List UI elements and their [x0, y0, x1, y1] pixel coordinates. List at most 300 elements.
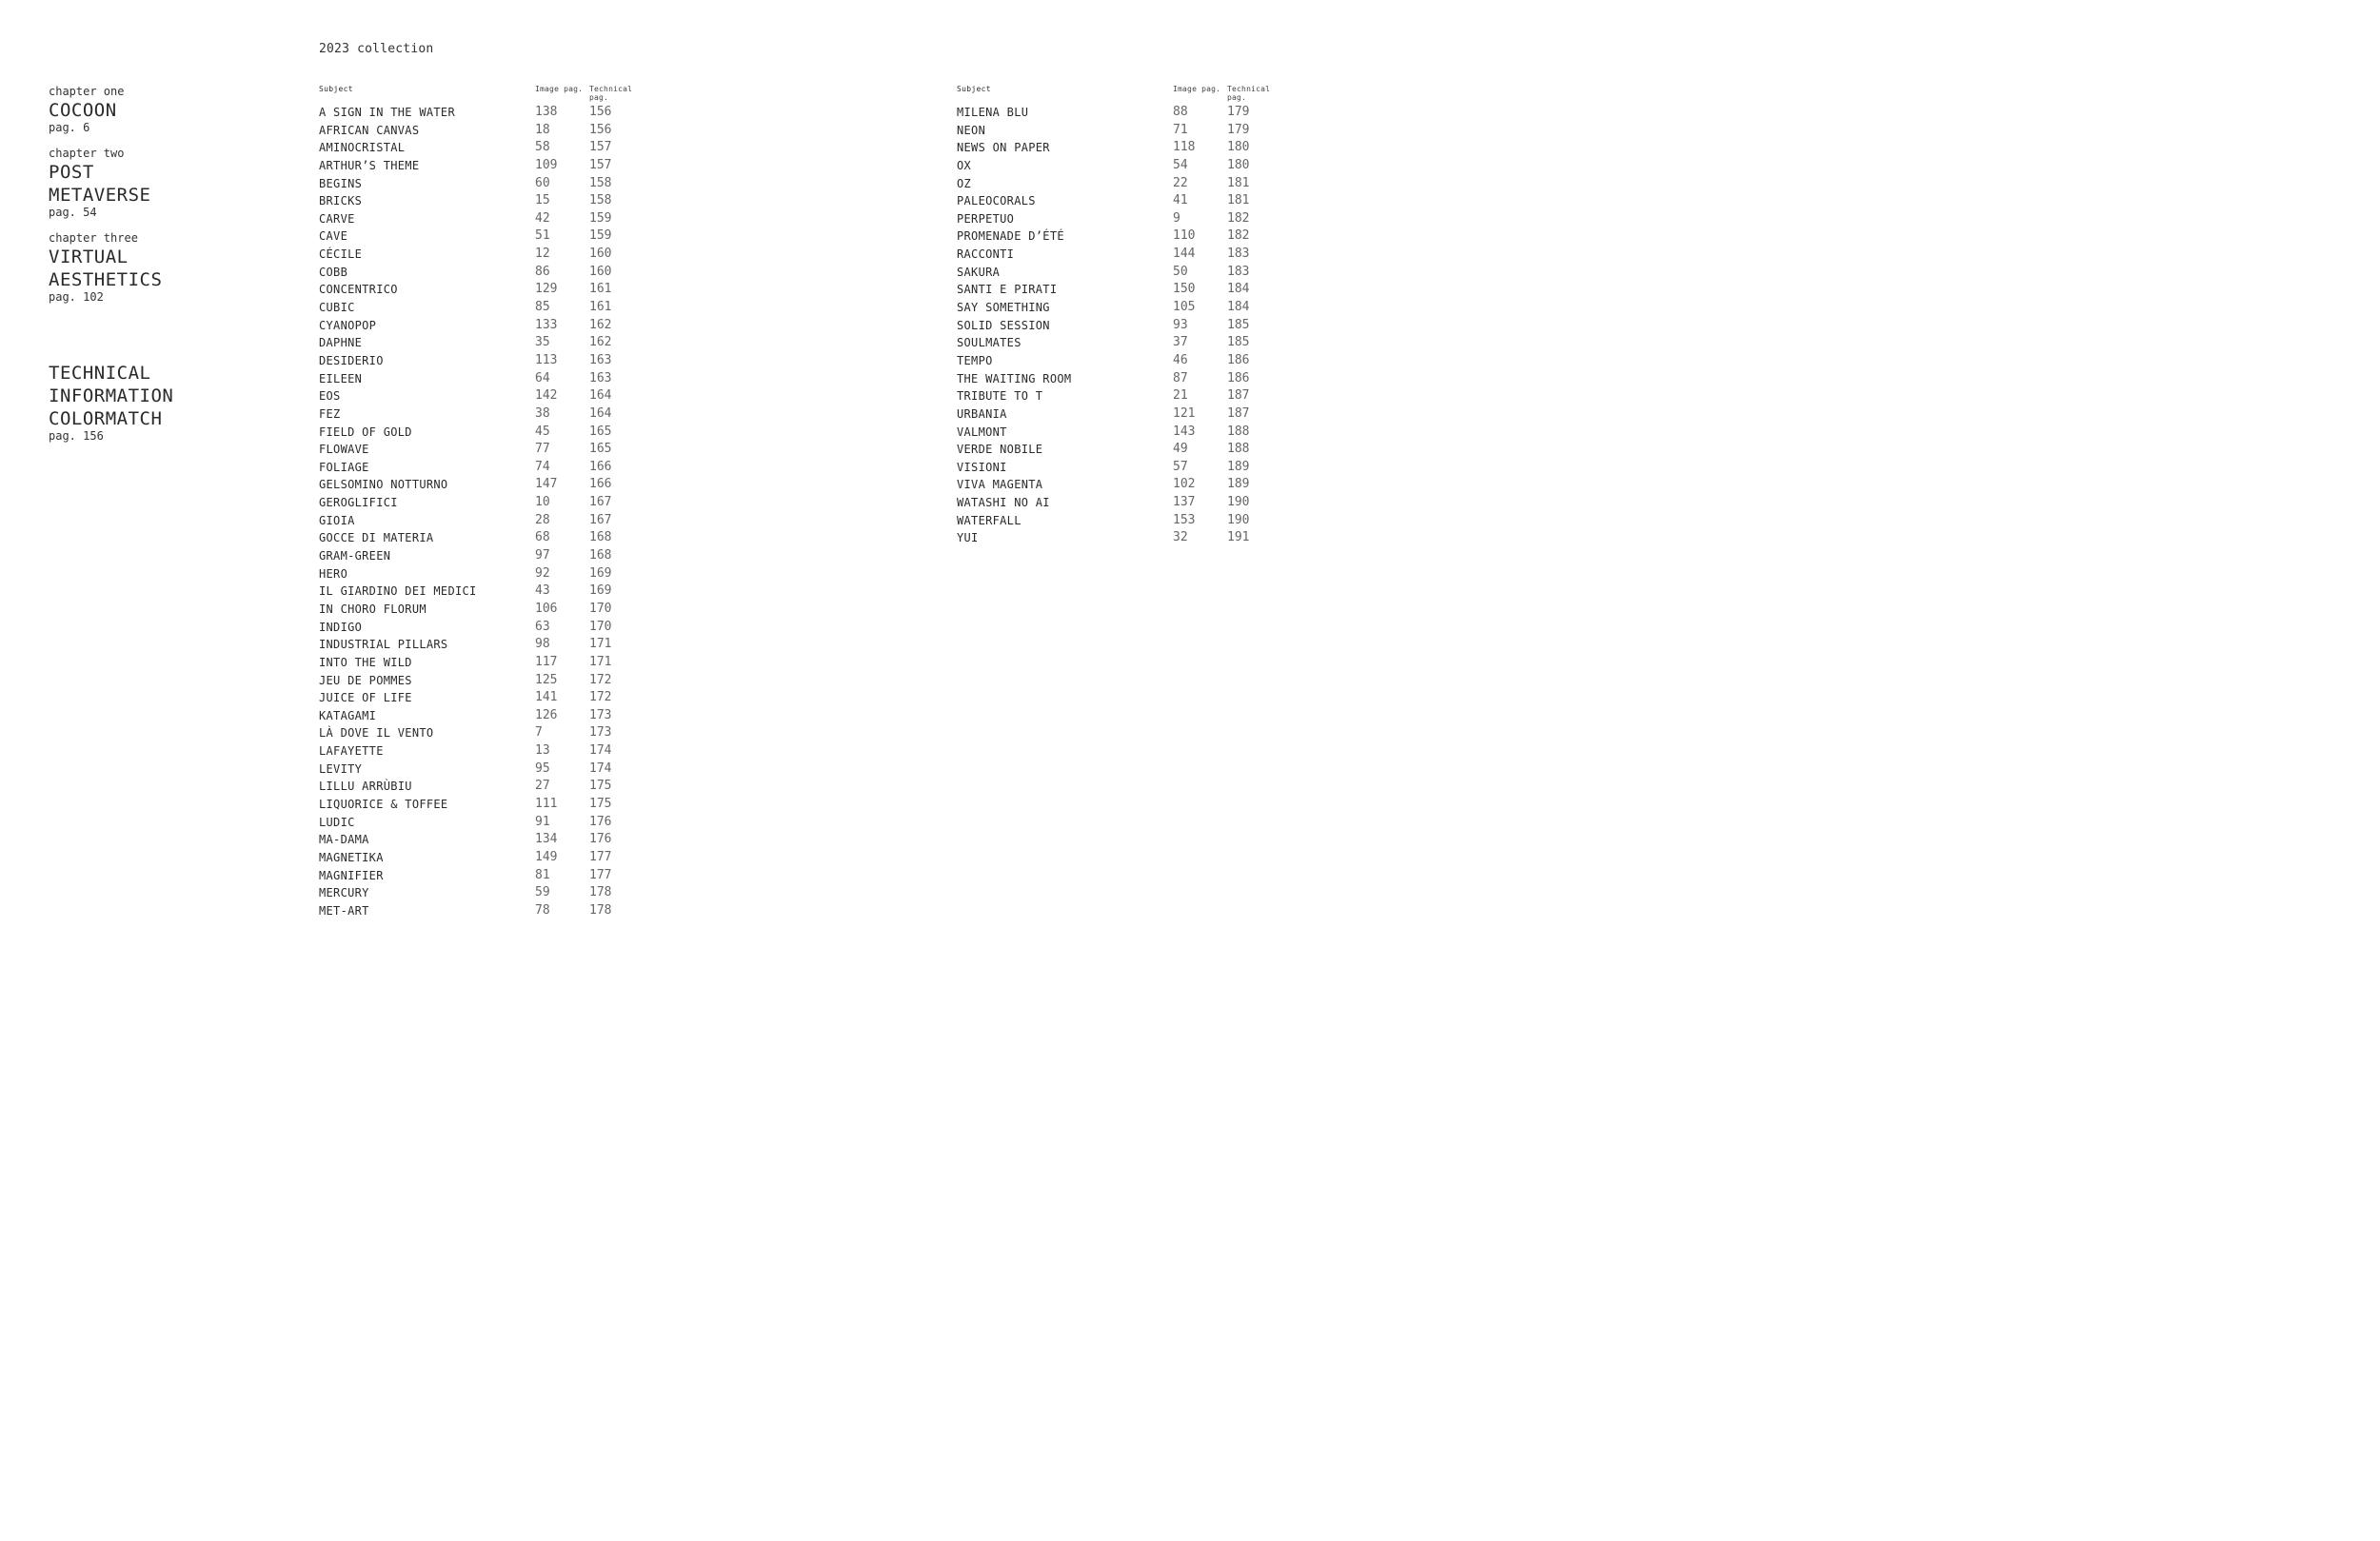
index-rows-left	[319, 104, 656, 919]
technical-page-number: 189	[1227, 459, 1250, 474]
subject-name: LEVITY	[319, 761, 363, 776]
subject-name: JUICE OF LIFE	[319, 691, 412, 705]
subject-name: THE WAITING ROOM	[957, 371, 1072, 385]
header-subject: Subject	[319, 85, 353, 93]
subject-name: INDIGO	[319, 620, 363, 634]
index-row[interactable]	[957, 512, 1294, 530]
image-page-number: 10	[535, 495, 550, 510]
subject-name: GELSOMINO NOTTURNO	[319, 478, 448, 492]
header-image-page: Image pag.	[1173, 85, 1221, 93]
index-row[interactable]	[319, 742, 656, 761]
technical-page-number: 173	[589, 725, 612, 741]
technical-page-number: 185	[1227, 335, 1250, 350]
subject-name: COBB	[319, 265, 348, 279]
index-row[interactable]	[957, 405, 1294, 424]
index-row[interactable]	[319, 157, 656, 175]
chapter-label: chapter one	[49, 85, 125, 98]
chapter-label: chapter three	[49, 231, 138, 245]
index-row[interactable]	[319, 636, 656, 654]
subject-name: PROMENADE D’ÉTÉ	[957, 229, 1064, 244]
subject-name: CARVE	[319, 211, 355, 226]
technical-page-number: 165	[589, 424, 612, 439]
image-page-number: 98	[535, 637, 550, 652]
technical-page-number: 184	[1227, 282, 1250, 297]
index-header	[957, 85, 1294, 104]
index-row[interactable]	[319, 104, 656, 122]
index-row[interactable]	[957, 157, 1294, 175]
technical-section-page: pag. 156	[49, 429, 104, 443]
image-page-number: 91	[535, 814, 550, 829]
index-row[interactable]	[957, 281, 1294, 299]
index-row[interactable]	[957, 246, 1294, 264]
image-page-number: 32	[1173, 530, 1188, 545]
chapter-name: POST METAVERSE	[49, 162, 151, 206]
image-page-number: 85	[535, 300, 550, 315]
technical-page-number: 161	[589, 282, 612, 297]
index-row[interactable]	[319, 884, 656, 902]
header-subject: Subject	[957, 85, 991, 93]
technical-page-number: 189	[1227, 477, 1250, 492]
chapter-page-number: pag. 102	[49, 290, 104, 304]
subject-name: VERDE NOBILE	[957, 443, 1043, 457]
subject-name: LAFAYETTE	[319, 744, 384, 759]
index-row[interactable]	[319, 761, 656, 779]
subject-name: EOS	[319, 389, 341, 404]
subject-name: WATASHI NO AI	[957, 496, 1050, 510]
index-row[interactable]	[957, 387, 1294, 405]
index-row[interactable]	[319, 299, 656, 317]
image-page-number: 28	[535, 512, 550, 527]
subject-name: FOLIAGE	[319, 460, 369, 474]
technical-section-title: TECHNICAL INFORMATION COLORMATCH	[49, 363, 174, 429]
image-page-number: 21	[1173, 388, 1188, 404]
chapter-navigation	[49, 84, 277, 315]
image-page-number: 153	[1173, 512, 1196, 527]
image-page-number: 49	[1173, 442, 1188, 457]
image-page-number: 142	[535, 388, 558, 404]
subject-name: HERO	[319, 566, 348, 581]
subject-name: IN CHORO FLORUM	[319, 602, 426, 616]
image-page-number: 81	[535, 867, 550, 882]
subject-name: A SIGN IN THE WATER	[319, 106, 455, 119]
index-row[interactable]	[319, 814, 656, 832]
image-page-number: 18	[535, 122, 550, 137]
index-row[interactable]	[319, 122, 656, 140]
header-technical-page: Technical pag.	[589, 85, 633, 102]
subject-name: CAVE	[319, 229, 348, 244]
image-page-number: 117	[535, 654, 558, 669]
technical-page-number: 171	[589, 637, 612, 652]
subject-name: RACCONTI	[957, 247, 1015, 262]
index-row[interactable]	[319, 424, 656, 442]
image-page-number: 43	[535, 583, 550, 599]
index-row[interactable]	[319, 264, 656, 282]
technical-page-number: 183	[1227, 247, 1250, 262]
index-row[interactable]	[319, 281, 656, 299]
index-row[interactable]	[319, 724, 656, 742]
subject-name: IL GIARDINO DEI MEDICI	[319, 584, 477, 599]
technical-page-number: 169	[589, 565, 612, 581]
index-row[interactable]	[319, 672, 656, 690]
image-page-number: 64	[535, 370, 550, 385]
index-row[interactable]	[957, 175, 1294, 193]
technical-page-number: 167	[589, 495, 612, 510]
technical-page-number: 160	[589, 264, 612, 279]
chapter-three[interactable]	[49, 230, 277, 304]
technical-page-number: 186	[1227, 352, 1250, 367]
technical-page-number: 164	[589, 388, 612, 404]
image-page-number: 9	[1173, 210, 1180, 226]
subject-name: MET-ART	[319, 903, 369, 918]
subject-name: SANTI E PIRATI	[957, 283, 1058, 297]
index-row[interactable]	[319, 370, 656, 388]
technical-page-number: 176	[589, 814, 612, 829]
subject-name: TRIBUTE TO T	[957, 389, 1043, 404]
index-row[interactable]	[319, 317, 656, 335]
subject-name: VISIONI	[957, 460, 1007, 474]
subject-name: DESIDERIO	[319, 353, 384, 367]
image-page-number: 77	[535, 442, 550, 457]
subject-name: LUDIC	[319, 815, 355, 829]
subject-name: CONCENTRICO	[319, 283, 398, 297]
technical-page-number: 178	[589, 885, 612, 900]
subject-name: INTO THE WILD	[319, 655, 412, 669]
technical-page-number: 182	[1227, 228, 1250, 244]
image-page-number: 143	[1173, 424, 1196, 439]
subject-name: VIVA MAGENTA	[957, 478, 1043, 492]
technical-page-number: 163	[589, 352, 612, 367]
technical-information-section[interactable]	[49, 362, 173, 443]
subject-name: EILEEN	[319, 371, 363, 385]
index-row[interactable]	[319, 334, 656, 352]
index-row[interactable]	[319, 902, 656, 920]
subject-name: LILLU ARRÙBIU	[319, 780, 412, 794]
technical-page-number: 165	[589, 442, 612, 457]
image-page-number: 50	[1173, 264, 1188, 279]
technical-page-number: 156	[589, 105, 612, 119]
header-image-page: Image pag.	[535, 85, 584, 93]
image-page-number: 126	[535, 707, 558, 722]
subject-name: BEGINS	[319, 176, 363, 190]
index-row[interactable]	[957, 264, 1294, 282]
image-page-number: 63	[535, 619, 550, 634]
technical-page-number: 158	[589, 175, 612, 190]
technical-page-number: 190	[1227, 512, 1250, 527]
image-page-number: 111	[535, 796, 558, 811]
image-page-number: 149	[535, 849, 558, 864]
image-page-number: 141	[535, 690, 558, 705]
index-row[interactable]	[319, 175, 656, 193]
image-page-number: 38	[535, 405, 550, 421]
image-page-number: 110	[1173, 228, 1196, 244]
image-page-number: 137	[1173, 495, 1196, 510]
image-page-number: 46	[1173, 352, 1188, 367]
technical-page-number: 174	[589, 743, 612, 759]
chapter-page-number: pag. 54	[49, 206, 97, 219]
index-header	[319, 85, 656, 104]
technical-page-number: 170	[589, 619, 612, 634]
image-page-number: 147	[535, 477, 558, 492]
technical-page-number: 170	[589, 601, 612, 616]
image-page-number: 97	[535, 548, 550, 563]
image-page-number: 144	[1173, 247, 1196, 262]
technical-page-number: 168	[589, 530, 612, 545]
index-row[interactable]	[319, 707, 656, 725]
index-row[interactable]	[957, 370, 1294, 388]
subject-name: GOCCE DI MATERIA	[319, 531, 434, 545]
index-table-right	[957, 85, 1294, 547]
technical-page-number: 166	[589, 459, 612, 474]
index-row[interactable]	[957, 494, 1294, 512]
technical-page-number: 178	[589, 902, 612, 918]
technical-page-number: 187	[1227, 405, 1250, 421]
index-row[interactable]	[319, 529, 656, 547]
technical-page-number: 172	[589, 690, 612, 705]
image-page-number: 78	[535, 902, 550, 918]
index-row[interactable]	[319, 831, 656, 849]
subject-name: SOULMATES	[957, 336, 1021, 350]
subject-name: INDUSTRIAL PILLARS	[319, 638, 448, 652]
image-page-number: 68	[535, 530, 550, 545]
image-page-number: 102	[1173, 477, 1196, 492]
index-row[interactable]	[957, 139, 1294, 157]
technical-page-number: 157	[589, 140, 612, 155]
image-page-number: 133	[535, 317, 558, 332]
chapter-page-number: pag. 6	[49, 121, 90, 134]
technical-page-number: 191	[1227, 530, 1250, 545]
image-page-number: 138	[535, 105, 558, 119]
technical-page-number: 174	[589, 761, 612, 776]
subject-name: OZ	[957, 176, 972, 190]
technical-page-number: 175	[589, 779, 612, 794]
image-page-number: 7	[535, 725, 543, 741]
image-page-number: 27	[535, 779, 550, 794]
image-page-number: 12	[535, 247, 550, 262]
index-table-left	[319, 85, 656, 919]
subject-name: AFRICAN CANVAS	[319, 123, 420, 137]
image-page-number: 54	[1173, 157, 1188, 172]
subject-name: BRICKS	[319, 194, 363, 208]
technical-page-number: 159	[589, 210, 612, 226]
technical-page-number: 180	[1227, 157, 1250, 172]
subject-name: MAGNETIKA	[319, 850, 384, 864]
index-row[interactable]	[319, 441, 656, 459]
image-page-number: 60	[535, 175, 550, 190]
image-page-number: 59	[535, 885, 550, 900]
index-row[interactable]	[319, 512, 656, 530]
image-page-number: 86	[535, 264, 550, 279]
technical-page-number: 180	[1227, 140, 1250, 155]
image-page-number: 109	[535, 157, 558, 172]
index-row[interactable]	[957, 317, 1294, 335]
technical-page-number: 171	[589, 654, 612, 669]
index-row[interactable]	[319, 210, 656, 228]
index-row[interactable]	[319, 689, 656, 707]
image-page-number: 92	[535, 565, 550, 581]
technical-page-number: 168	[589, 548, 612, 563]
index-row[interactable]	[957, 424, 1294, 442]
subject-name: YUI	[957, 531, 979, 545]
image-page-number: 105	[1173, 300, 1196, 315]
subject-name: AMINOCRISTAL	[319, 141, 406, 155]
subject-name: ARTHUR’S THEME	[319, 158, 420, 172]
image-page-number: 57	[1173, 459, 1188, 474]
technical-page-number: 181	[1227, 193, 1250, 208]
subject-name: MAGNIFIER	[319, 868, 384, 882]
subject-name: URBANIA	[957, 406, 1007, 421]
subject-name: FLOWAVE	[319, 443, 369, 457]
index-rows-right	[957, 104, 1294, 547]
technical-page-number: 164	[589, 405, 612, 421]
index-row[interactable]	[957, 227, 1294, 246]
index-row[interactable]	[319, 405, 656, 424]
index-row[interactable]	[319, 476, 656, 494]
index-row[interactable]	[319, 583, 656, 601]
technical-page-number: 190	[1227, 495, 1250, 510]
technical-page-number: 175	[589, 796, 612, 811]
subject-name: JEU DE POMMES	[319, 673, 412, 687]
technical-page-number: 179	[1227, 105, 1250, 119]
technical-page-number: 188	[1227, 442, 1250, 457]
index-row[interactable]	[319, 796, 656, 814]
index-row[interactable]	[957, 334, 1294, 352]
subject-name: FIELD OF GOLD	[319, 425, 412, 439]
image-page-number: 58	[535, 140, 550, 155]
page-title: 2023 collection	[319, 42, 434, 56]
technical-page-number: 156	[589, 122, 612, 137]
image-page-number: 125	[535, 672, 558, 687]
subject-name: TEMPO	[957, 353, 993, 367]
technical-page-number: 157	[589, 157, 612, 172]
subject-name: NEWS ON PAPER	[957, 141, 1050, 155]
subject-name: SOLID SESSION	[957, 318, 1050, 332]
technical-page-number: 163	[589, 370, 612, 385]
technical-page-number: 162	[589, 335, 612, 350]
index-row[interactable]	[319, 867, 656, 885]
subject-name: MILENA BLU	[957, 106, 1029, 119]
image-page-number: 37	[1173, 335, 1188, 350]
image-page-number: 88	[1173, 105, 1188, 119]
technical-page-number: 158	[589, 193, 612, 208]
chapter-name: COCOON	[49, 100, 117, 121]
index-row[interactable]	[957, 210, 1294, 228]
image-page-number: 121	[1173, 405, 1196, 421]
index-row[interactable]	[319, 849, 656, 867]
subject-name: PERPETUO	[957, 211, 1015, 226]
technical-page-number: 188	[1227, 424, 1250, 439]
subject-name: OX	[957, 158, 972, 172]
chapter-label: chapter two	[49, 147, 125, 160]
index-row[interactable]	[957, 299, 1294, 317]
index-row[interactable]	[319, 387, 656, 405]
technical-page-number: 187	[1227, 388, 1250, 404]
chapter-two[interactable]	[49, 146, 277, 219]
subject-name: CUBIC	[319, 301, 355, 315]
index-row[interactable]	[957, 192, 1294, 210]
index-row[interactable]	[957, 122, 1294, 140]
image-page-number: 74	[535, 459, 550, 474]
subject-name: LIQUORICE & TOFFEE	[319, 797, 448, 811]
technical-page-number: 159	[589, 228, 612, 244]
image-page-number: 134	[535, 832, 558, 847]
subject-name: GEROGLIFICI	[319, 496, 398, 510]
image-page-number: 106	[535, 601, 558, 616]
index-row[interactable]	[957, 476, 1294, 494]
chapter-one[interactable]	[49, 84, 277, 134]
image-page-number: 13	[535, 743, 550, 759]
subject-name: GRAM-GREEN	[319, 549, 391, 563]
header-technical-page: Technical pag.	[1227, 85, 1271, 102]
image-page-number: 87	[1173, 370, 1188, 385]
index-row[interactable]	[319, 547, 656, 565]
technical-page-number: 181	[1227, 175, 1250, 190]
image-page-number: 51	[535, 228, 550, 244]
index-row[interactable]	[319, 352, 656, 370]
index-row[interactable]	[319, 139, 656, 157]
subject-name: SAY SOMETHING	[957, 301, 1050, 315]
technical-page-number: 177	[589, 867, 612, 882]
index-row[interactable]	[319, 565, 656, 583]
index-row[interactable]	[319, 246, 656, 264]
index-row[interactable]	[319, 459, 656, 477]
index-row[interactable]	[957, 441, 1294, 459]
image-page-number: 118	[1173, 140, 1196, 155]
subject-name: VALMONT	[957, 425, 1007, 439]
index-row[interactable]	[319, 619, 656, 637]
technical-page-number: 161	[589, 300, 612, 315]
subject-name: FEZ	[319, 406, 341, 421]
technical-page-number: 176	[589, 832, 612, 847]
technical-page-number: 160	[589, 247, 612, 262]
technical-page-number: 183	[1227, 264, 1250, 279]
index-row[interactable]	[319, 654, 656, 672]
subject-name: LÀ DOVE IL VENTO	[319, 726, 434, 741]
technical-page-number: 185	[1227, 317, 1250, 332]
image-page-number: 35	[535, 335, 550, 350]
index-row[interactable]	[957, 529, 1294, 547]
image-page-number: 22	[1173, 175, 1188, 190]
image-page-number: 129	[535, 282, 558, 297]
subject-name: PALEOCORALS	[957, 194, 1036, 208]
subject-name: SAKURA	[957, 265, 1001, 279]
technical-page-number: 166	[589, 477, 612, 492]
image-page-number: 15	[535, 193, 550, 208]
image-page-number: 93	[1173, 317, 1188, 332]
index-row[interactable]	[319, 227, 656, 246]
subject-name: MERCURY	[319, 886, 369, 900]
subject-name: WATERFALL	[957, 513, 1021, 527]
index-row[interactable]	[319, 601, 656, 619]
technical-page-number: 167	[589, 512, 612, 527]
technical-page-number: 162	[589, 317, 612, 332]
index-row[interactable]	[957, 352, 1294, 370]
image-page-number: 42	[535, 210, 550, 226]
subject-name: GIOIA	[319, 513, 355, 527]
index-row[interactable]	[957, 104, 1294, 122]
index-row[interactable]	[319, 494, 656, 512]
image-page-number: 113	[535, 352, 558, 367]
technical-page-number: 173	[589, 707, 612, 722]
index-row[interactable]	[319, 778, 656, 796]
index-row[interactable]	[957, 459, 1294, 477]
technical-page-number: 179	[1227, 122, 1250, 137]
technical-page-number: 169	[589, 583, 612, 599]
index-row[interactable]	[319, 192, 656, 210]
technical-page-number: 182	[1227, 210, 1250, 226]
subject-name: NEON	[957, 123, 986, 137]
subject-name: KATAGAMI	[319, 708, 377, 722]
image-page-number: 45	[535, 424, 550, 439]
